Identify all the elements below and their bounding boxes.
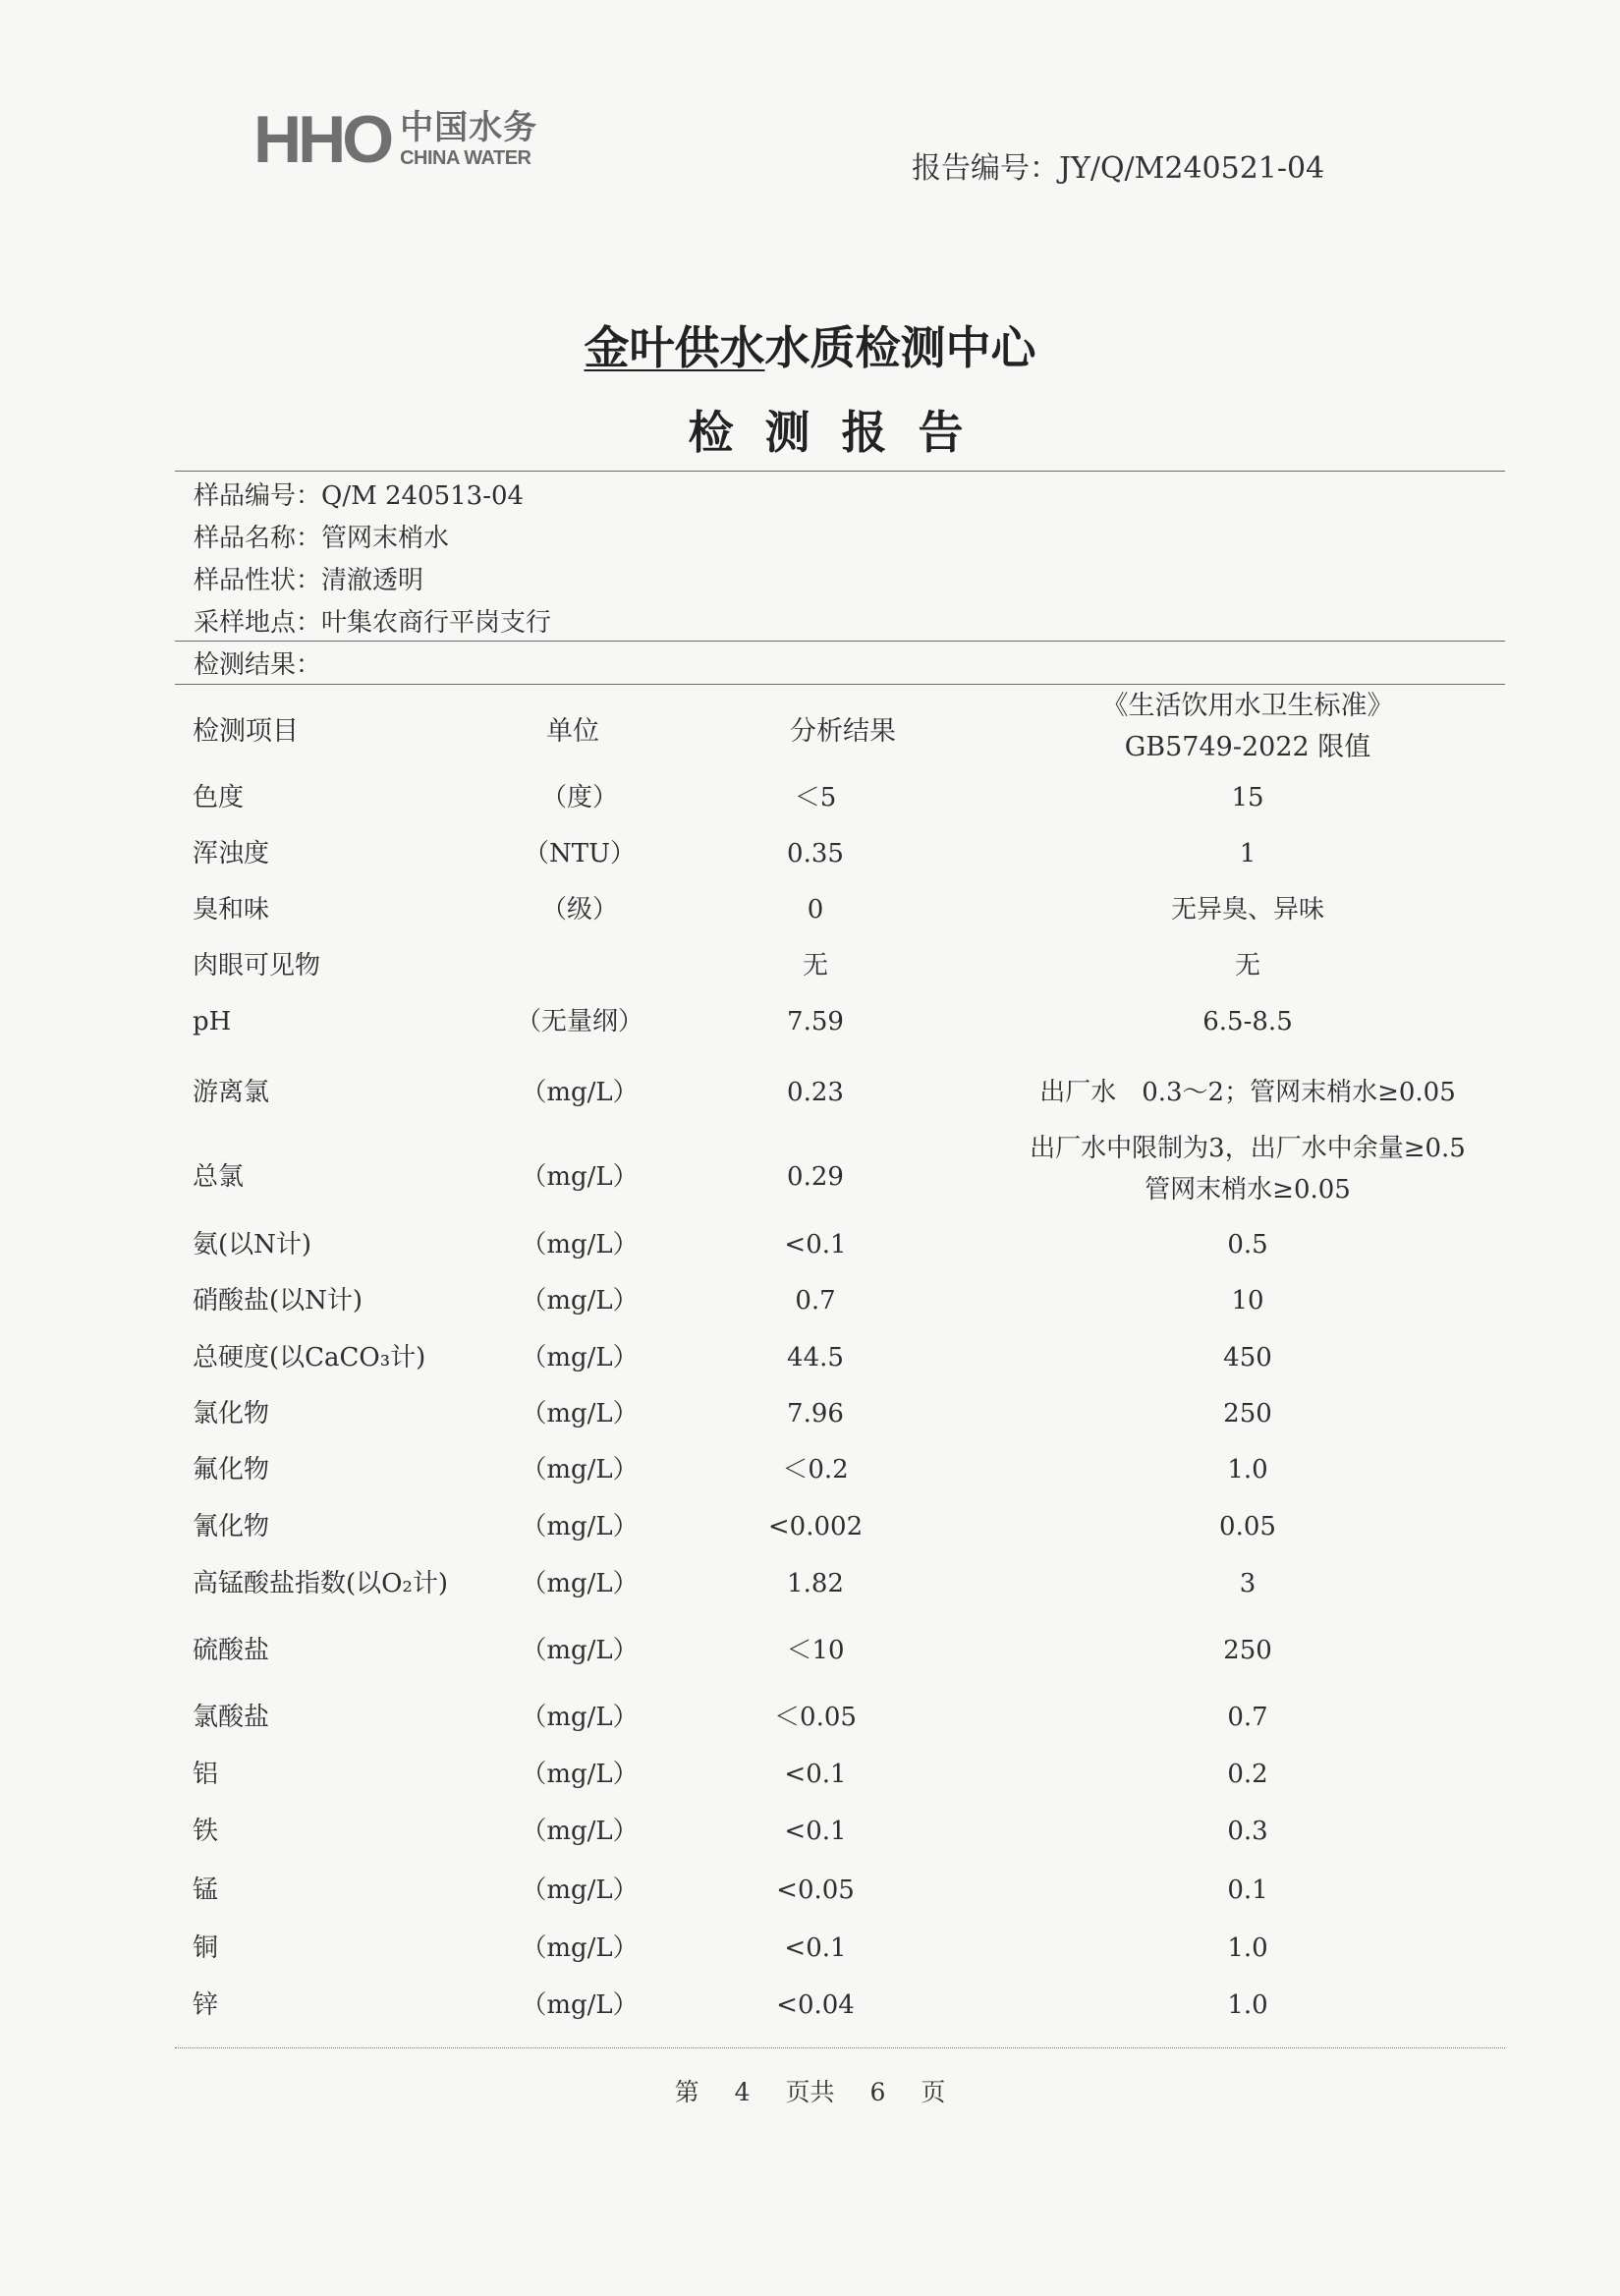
item-cell: 氟化物 [193,1455,270,1484]
table-row [0,1073,1620,1112]
result-cell: <0.05 [776,1876,855,1905]
result-cell: <0.1 [784,1817,847,1846]
col-header-unit: 单位 [546,716,599,747]
item-cell: 氯化物 [193,1399,270,1428]
limit-cell [973,1394,1523,1433]
limit-line: 出厂水中限制为3，出厂水中余量≥0.5 [1030,1134,1466,1163]
unit-cell: （mg/L） [521,1636,639,1665]
unit-cell: （mg/L） [521,1933,639,1963]
page-current: 4 [734,2078,751,2106]
unit-cell: （mg/L） [521,1876,639,1905]
divider-top [175,471,1505,472]
divider-table-bottom [175,2047,1505,2048]
standard-code: GB5749-2022 限值 [1124,732,1371,762]
sample-name: 样品名称：管网末梢水 [194,524,450,553]
org-title-underlined: 金叶供水 [584,321,765,374]
limit-cell [973,1698,1523,1737]
limit-cell [973,1338,1523,1377]
table-row [0,834,1620,873]
limit-cell [973,1507,1523,1546]
unit-cell: （mg/L） [521,1286,639,1316]
item-cell: 锌 [193,1990,219,2020]
limit-line: 0.2 [1227,1760,1268,1789]
limit-line: 无异臭、异味 [1170,895,1324,924]
results-label: 检测结果： [194,650,322,680]
limit-cell [973,1225,1523,1264]
limit-cell [973,1755,1523,1794]
limit-line: 250 [1223,1636,1272,1665]
item-cell: 铜 [193,1933,219,1963]
col-header-standard [1002,686,1493,768]
page-total: 6 [869,2078,886,2106]
item-cell: 总氯 [193,1162,245,1192]
limit-line: 0.5 [1227,1230,1268,1260]
table-row [0,1338,1620,1377]
limit-line: 3 [1239,1569,1257,1598]
item-cell: 氰化物 [193,1512,270,1541]
limit-cell [973,890,1523,929]
limit-cell [973,1128,1523,1210]
item-cell: 色度 [193,783,245,812]
limit-line: 450 [1223,1343,1272,1372]
org-title-rest: 水质检测中心 [764,321,1036,374]
item-cell: 肉眼可见物 [193,951,321,980]
page-mid: 页共 [785,2078,835,2106]
table-row [0,1698,1620,1737]
result-cell: <0.1 [784,1933,847,1963]
unit-cell: （mg/L） [521,1817,639,1846]
report-title: 检测报告 [688,406,995,459]
limit-line: 1.0 [1227,1455,1268,1484]
result-cell: ＜0.2 [782,1455,849,1484]
unit-cell: （mg/L） [521,1162,639,1192]
unit-cell: （无量纲） [515,1007,643,1036]
unit-cell: （级） [540,895,618,924]
unit-cell: （mg/L） [521,1455,639,1484]
item-cell: 铁 [193,1817,219,1846]
result-cell: <0.1 [784,1760,847,1789]
table-row [0,1564,1620,1603]
result-cell: 7.96 [787,1399,844,1428]
limit-cell [973,1986,1523,2025]
divider-mid [175,641,1505,642]
limit-line: 1.0 [1227,1990,1268,2020]
col-header-result: 分析结果 [790,716,896,747]
page-footer [0,2073,1620,2108]
limit-cell [973,1871,1523,1910]
logo-cn: 中国水务 [400,108,538,147]
result-cell: 0.29 [787,1162,844,1192]
item-cell: 锰 [193,1876,219,1905]
page-end: 页 [921,2078,946,2106]
logo-text [400,108,538,169]
col-header-item: 检测项目 [193,716,299,747]
result-cell: ＜10 [786,1636,845,1665]
limit-line: 1.0 [1227,1933,1268,1963]
unit-cell: （mg/L） [521,1512,639,1541]
result-cell: 7.59 [787,1007,844,1036]
org-title [0,312,1620,377]
limit-cell [973,1073,1523,1112]
table-row [0,1986,1620,2025]
limit-line: 250 [1223,1399,1272,1428]
table-row [0,1871,1620,1910]
limit-line: 1 [1239,839,1257,868]
unit-cell: （mg/L） [521,1760,639,1789]
table-row [0,1507,1620,1546]
limit-line-2: 管网末梢水≥0.05 [1145,1175,1351,1204]
limit-line: 0.3 [1227,1817,1268,1846]
item-cell: 硝酸盐(以N计) [193,1286,363,1316]
sample-number: 样品编号：Q/M 240513-04 [194,481,525,511]
limit-line: 0.1 [1227,1876,1268,1905]
table-row [0,1002,1620,1041]
limit-line: 15 [1231,783,1264,812]
result-cell: 1.82 [787,1569,844,1598]
sample-appearance: 样品性状：清澈透明 [194,566,424,595]
logo-en: CHINA WATER [400,147,531,169]
limit-cell [973,834,1523,873]
table-row [0,1134,1620,1204]
unit-cell: （mg/L） [521,1990,639,2020]
result-cell: 0.7 [795,1286,836,1316]
result-cell: 44.5 [787,1343,844,1372]
table-row [0,890,1620,929]
item-cell: 高锰酸盐指数(以O₂计) [193,1569,449,1598]
item-cell: 浑浊度 [193,839,270,868]
limit-cell [973,1002,1523,1041]
result-cell: 0.23 [787,1078,844,1107]
unit-cell: （NTU） [523,839,636,868]
limit-cell [973,1929,1523,1968]
sample-location: 采样地点：叶集农商行平岗支行 [194,608,552,638]
result-cell: ＜0.05 [774,1703,857,1732]
limit-cell [973,1450,1523,1489]
result-cell: <0.002 [767,1512,864,1541]
limit-line: 6.5-8.5 [1202,1007,1293,1036]
table-row [0,1631,1620,1670]
company-logo [253,104,537,175]
table-row [0,778,1620,817]
limit-cell [973,1281,1523,1320]
standard-name: 《生活饮用水卫生标准》 [1101,691,1394,721]
item-cell: 总硬度(以CaCO₃计) [193,1343,426,1372]
table-row [0,1450,1620,1489]
unit-cell: （mg/L） [521,1399,639,1428]
limit-cell [973,1564,1523,1603]
limit-cell [973,1812,1523,1851]
table-row [0,1394,1620,1433]
limit-line: 10 [1231,1286,1264,1316]
item-cell: 氨(以N计) [193,1230,312,1260]
item-cell: 硫酸盐 [193,1636,270,1665]
limit-line: 0.05 [1219,1512,1276,1541]
result-cell: <0.04 [776,1990,855,2020]
unit-cell: （mg/L） [521,1569,639,1598]
table-row [0,1281,1620,1320]
item-cell: 氯酸盐 [193,1703,270,1732]
limit-line: 无 [1234,951,1260,980]
item-cell: 臭和味 [193,895,270,924]
limit-cell [973,1631,1523,1670]
item-cell: pH [193,1007,232,1036]
result-cell: ＜5 [794,783,837,812]
table-row [0,1755,1620,1794]
unit-cell: （度） [540,783,618,812]
result-cell: 0 [807,895,824,924]
unit-cell: （mg/L） [521,1703,639,1732]
unit-cell: （mg/L） [521,1078,639,1107]
table-row [0,1812,1620,1851]
page-word: 第 [674,2078,699,2106]
logo-mark: HHO [253,102,391,177]
result-cell: 0.35 [787,839,844,868]
divider-table-top [175,684,1505,685]
result-cell: <0.1 [784,1230,847,1260]
table-row [0,1929,1620,1968]
unit-cell: （mg/L） [521,1343,639,1372]
report-number: 报告编号：JY/Q/M240521-04 [912,151,1325,186]
result-cell: 无 [802,951,828,980]
item-cell: 游离氯 [193,1078,270,1107]
limit-cell [973,778,1523,817]
limit-cell [973,946,1523,985]
limit-line: 出厂水 0.3～2；管网末梢水≥0.05 [1039,1078,1456,1107]
table-row [0,1225,1620,1264]
unit-cell: （mg/L） [521,1230,639,1260]
item-cell: 铝 [193,1760,219,1789]
table-row [0,946,1620,985]
limit-line: 0.7 [1227,1703,1268,1732]
